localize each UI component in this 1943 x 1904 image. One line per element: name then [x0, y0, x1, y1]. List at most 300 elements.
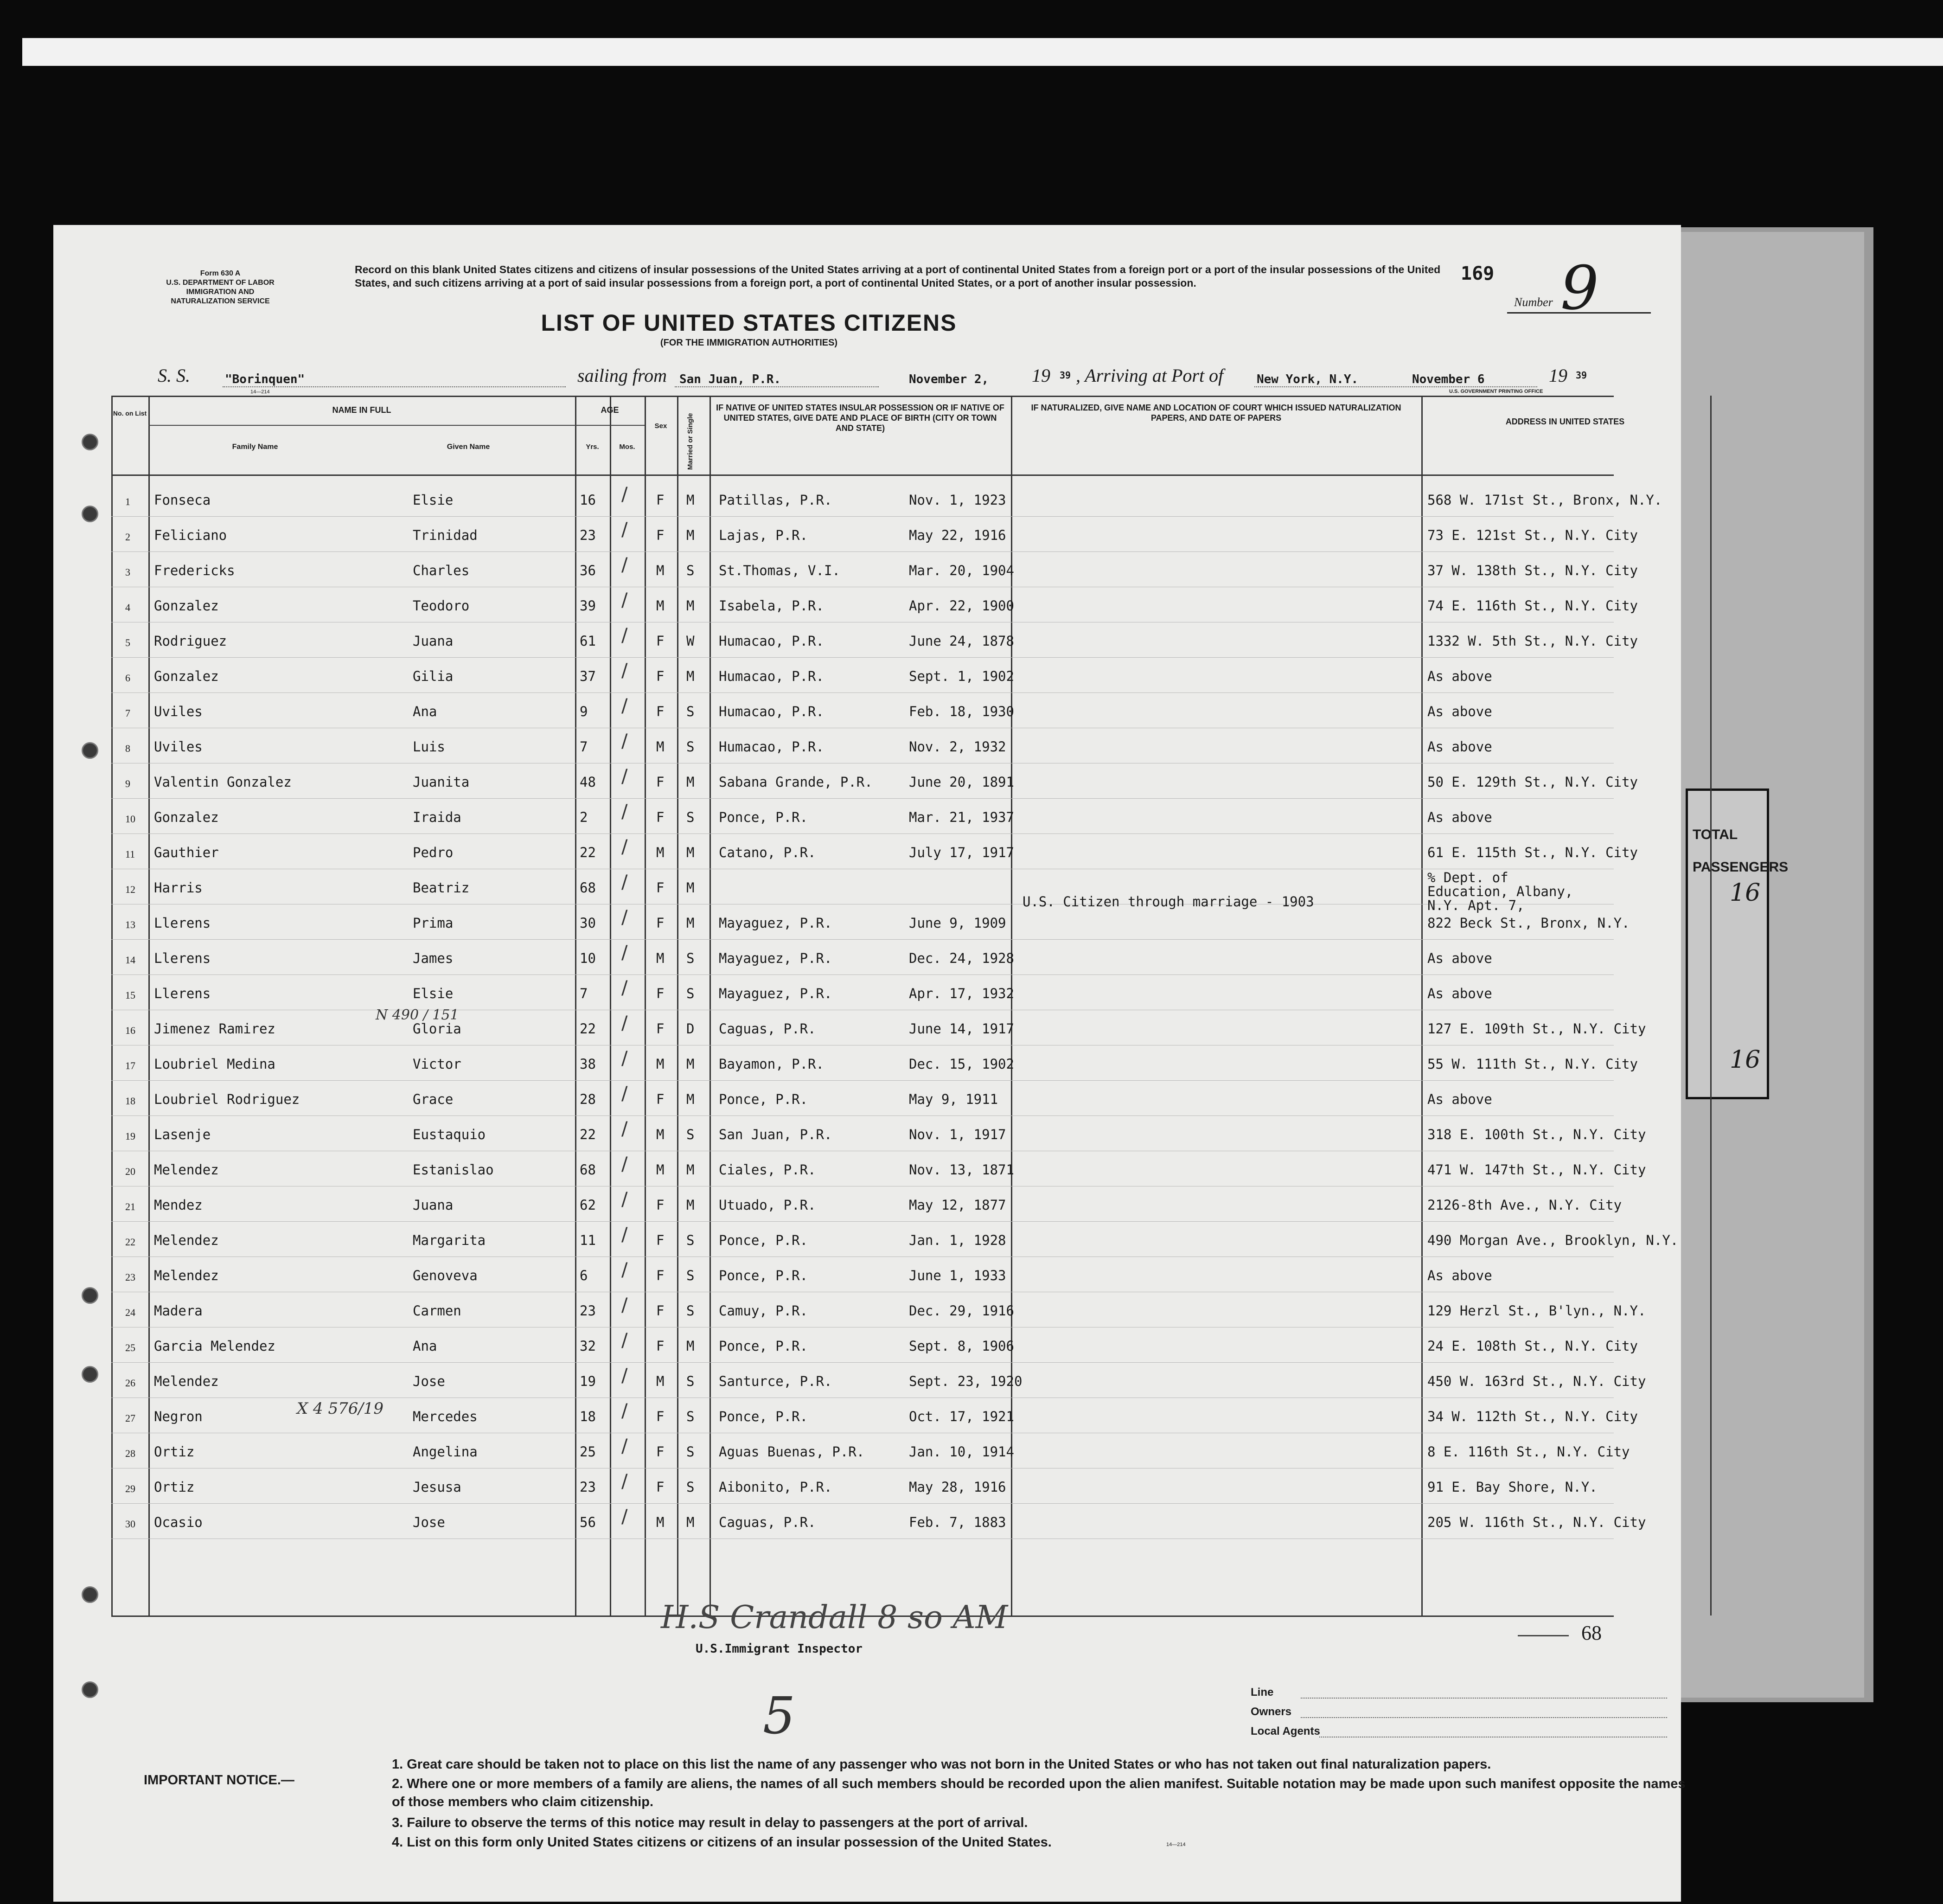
cell-sex: F	[656, 986, 665, 1001]
cell-age: 22	[580, 1021, 596, 1037]
cell-sex: F	[656, 1268, 665, 1283]
cell-ms: S	[686, 704, 695, 719]
cell-addr: 127 E. 109th St., N.Y. City	[1427, 1021, 1646, 1037]
cell-ms: S	[686, 1479, 695, 1495]
cell-ms: S	[686, 563, 695, 578]
cell-family: Melendez	[154, 1373, 219, 1389]
arriving-label: , Arriving at Port of	[1076, 365, 1224, 386]
cell-ms: S	[686, 1444, 695, 1460]
cell-no: 23	[125, 1271, 135, 1283]
cell-no: 2	[125, 531, 130, 543]
cell-no: 11	[125, 848, 135, 860]
cell-age: 62	[580, 1197, 596, 1213]
months-tick: /	[621, 1048, 628, 1069]
cell-no: 12	[125, 884, 135, 895]
cell-place: Humacao, P.R.	[719, 739, 824, 755]
cell-ms: S	[686, 986, 695, 1001]
ship-name: "Borinquen"	[225, 372, 305, 386]
cell-sex: M	[656, 739, 665, 755]
cell-ms: M	[686, 1338, 695, 1354]
cell-date: Mar. 20, 1904	[909, 563, 1014, 578]
cell-given: Ana	[413, 1338, 437, 1354]
months-tick: /	[621, 695, 628, 717]
cell-family: Ortiz	[154, 1444, 195, 1460]
cell-ms: M	[686, 527, 695, 543]
cell-place: Mayaguez, P.R.	[719, 986, 832, 1001]
cell-date: Nov. 13, 1871	[909, 1162, 1014, 1178]
departure-date: November 2,	[909, 372, 989, 386]
page-subtitle: (FOR THE IMMIGRATION AUTHORITIES)	[660, 338, 838, 348]
cell-place: Ponce, P.R.	[719, 1232, 808, 1248]
cell-sex: F	[656, 1303, 665, 1319]
cell-family: Loubriel Medina	[154, 1056, 275, 1072]
line-underline	[1301, 1698, 1667, 1699]
cell-addr: % Dept. of Education, Albany, N.Y. Apt. 7,	[1427, 870, 1573, 913]
cell-age: 38	[580, 1056, 596, 1072]
cell-age: 22	[580, 1127, 596, 1142]
arrival-year-prefix: 19	[1549, 365, 1567, 386]
annotation-row-27: X 4 576/19	[297, 1399, 384, 1418]
cell-date: Dec. 29, 1916	[909, 1303, 1014, 1319]
binder-hole	[82, 506, 98, 522]
cell-age: 23	[580, 1303, 596, 1319]
cell-ms: W	[686, 633, 695, 649]
binder-hole	[82, 434, 98, 450]
months-tick: /	[621, 907, 628, 928]
cell-addr: 1332 W. 5th St., N.Y. City	[1427, 633, 1638, 649]
cell-no: 7	[125, 707, 130, 719]
cell-date: Sept. 23, 1920	[909, 1373, 1023, 1389]
cell-no: 10	[125, 813, 135, 825]
scanner-edge	[22, 38, 1943, 66]
cell-age: 56	[580, 1514, 596, 1530]
from-underline	[675, 386, 879, 387]
col-rule	[1710, 396, 1712, 1616]
cell-ms: S	[686, 809, 695, 825]
cell-age: 37	[580, 668, 596, 684]
total-passengers-label: TOTAL PASSENGERS	[1693, 827, 1789, 875]
cell-no: 6	[125, 672, 130, 684]
cell-ms: M	[686, 774, 695, 790]
printed-number: 169	[1461, 263, 1495, 284]
cell-date: Sept. 8, 1906	[909, 1338, 1014, 1354]
cell-place: Ponce, P.R.	[719, 1338, 808, 1354]
cell-age: 16	[580, 492, 596, 508]
cell-family: Fonseca	[154, 492, 211, 508]
cell-date: June 20, 1891	[909, 774, 1014, 790]
cell-place: Santurce, P.R.	[719, 1373, 832, 1389]
cell-family: Melendez	[154, 1162, 219, 1178]
passenger-table	[111, 396, 1679, 1616]
months-tick: /	[621, 660, 628, 681]
handwritten-mark: 5	[763, 1686, 795, 1745]
cell-addr: 2126-8th Ave., N.Y. City	[1427, 1197, 1622, 1213]
cell-addr: 490 Morgan Ave., Brooklyn, N.Y.	[1427, 1232, 1679, 1248]
months-tick: /	[621, 1330, 628, 1351]
arrival-date: November 6	[1412, 372, 1485, 386]
form-code: 14—214	[250, 389, 270, 395]
ship-underline	[223, 386, 566, 387]
months-tick: /	[621, 872, 628, 893]
cell-age: 18	[580, 1409, 596, 1424]
cell-date: Jan. 10, 1914	[909, 1444, 1014, 1460]
agency-line: U.S. DEPARTMENT OF LABOR	[166, 279, 275, 287]
cell-ms: S	[686, 1268, 695, 1283]
cell-sex: M	[656, 1056, 665, 1072]
cell-given: Eustaquio	[413, 1127, 486, 1142]
cell-no: 25	[125, 1342, 135, 1353]
total-passengers-stamp	[1686, 789, 1789, 1099]
row-rule	[111, 1115, 1614, 1116]
footer-code: 14—214	[1166, 1842, 1186, 1847]
months-tick: /	[621, 1154, 628, 1175]
cell-family: Gonzalez	[154, 809, 219, 825]
binder-hole	[82, 1366, 98, 1383]
cell-given: Estanislao	[413, 1162, 494, 1178]
cell-family: Madera	[154, 1303, 203, 1319]
cell-given: Beatriz	[413, 880, 470, 896]
cell-age: 23	[580, 1479, 596, 1495]
cell-family: Gauthier	[154, 845, 219, 860]
cell-date: Nov. 1, 1923	[909, 492, 1006, 508]
agency-line: NATURALIZATION SERVICE	[171, 297, 270, 305]
cell-given: Pedro	[413, 845, 454, 860]
cell-sex: F	[656, 1197, 665, 1213]
cell-age: 39	[580, 598, 596, 614]
cell-sex: M	[656, 598, 665, 614]
manifest-sheet	[53, 225, 1686, 1902]
cell-family: Mendez	[154, 1197, 203, 1213]
cell-date: Jan. 1, 1928	[909, 1232, 1006, 1248]
inspector-title: U.S.Immigrant Inspector	[696, 1642, 863, 1656]
cell-ms: M	[686, 1162, 695, 1178]
cell-ms: M	[686, 1197, 695, 1213]
cell-given: Elsie	[413, 986, 454, 1001]
table-top-rule	[111, 396, 1614, 397]
cell-no: 1	[125, 496, 130, 507]
cell-ms: M	[686, 598, 695, 614]
header-married: Married or Single	[686, 413, 694, 470]
cell-family: Feliciano	[154, 527, 227, 543]
cell-addr: 91 E. Bay Shore, N.Y.	[1427, 1479, 1598, 1495]
months-tick: /	[621, 519, 628, 540]
cell-given: Prima	[413, 915, 454, 931]
row-rule	[111, 798, 1614, 799]
cell-sex: M	[656, 563, 665, 578]
row-rule	[111, 1221, 1614, 1222]
cell-no: 29	[125, 1483, 135, 1494]
departure-year-prefix: 19	[1032, 365, 1050, 386]
total-dash	[1518, 1635, 1569, 1636]
cell-addr: 24 E. 108th St., N.Y. City	[1427, 1338, 1638, 1354]
cell-sex: F	[656, 492, 665, 508]
cell-addr: As above	[1427, 1091, 1492, 1107]
cell-addr: As above	[1427, 950, 1492, 966]
header-months: Mos.	[619, 443, 635, 451]
cell-addr: As above	[1427, 668, 1492, 684]
cell-place: Aguas Buenas, P.R.	[719, 1444, 865, 1460]
months-tick: /	[621, 1436, 628, 1457]
cell-date: May 12, 1877	[909, 1197, 1006, 1213]
cell-ms: D	[686, 1021, 695, 1037]
cell-place: Humacao, P.R.	[719, 668, 824, 684]
cell-place: Caguas, P.R.	[719, 1021, 816, 1037]
cell-family: Harris	[154, 880, 203, 896]
header-sex: Sex	[654, 422, 667, 430]
cell-ms: M	[686, 915, 695, 931]
months-tick: /	[621, 1506, 628, 1527]
cell-place: Isabela, P.R.	[719, 598, 824, 614]
cell-no: 18	[125, 1095, 135, 1107]
cell-no: 15	[125, 989, 135, 1001]
cell-given: Jose	[413, 1373, 445, 1389]
cell-ms: M	[686, 1514, 695, 1530]
row-rule	[111, 1080, 1614, 1081]
months-tick: /	[621, 554, 628, 576]
cell-ms: S	[686, 1373, 695, 1389]
arrival-underline	[1254, 386, 1537, 387]
cell-given: Elsie	[413, 492, 454, 508]
cell-age: 48	[580, 774, 596, 790]
cell-age: 30	[580, 915, 596, 931]
cell-given: Carmen	[413, 1303, 461, 1319]
cell-family: Ocasio	[154, 1514, 203, 1530]
cell-place: Bayamon, P.R.	[719, 1056, 824, 1072]
cell-family: Loubriel Rodriguez	[154, 1091, 300, 1107]
notice-3: 3. Failure to observe the terms of this notice may result in delay to passengers at the port of arrival.	[392, 1815, 1028, 1830]
cell-addr: 73 E. 121st St., N.Y. City	[1427, 527, 1638, 543]
cell-ms: S	[686, 739, 695, 755]
cell-given: Grace	[413, 1091, 454, 1107]
cell-ms: M	[686, 845, 695, 860]
cell-addr: 471 W. 147th St., N.Y. City	[1427, 1162, 1646, 1178]
cell-date: June 9, 1909	[909, 915, 1006, 931]
months-tick: /	[621, 731, 628, 752]
page-title: LIST OF UNITED STATES CITIZENS	[541, 310, 957, 336]
header-address: ADDRESS IN UNITED STATES	[1505, 417, 1625, 426]
arrival-port: New York, N.Y.	[1257, 372, 1359, 386]
cell-no: 16	[125, 1025, 135, 1036]
cell-given: Margarita	[413, 1232, 486, 1248]
row-rule	[111, 692, 1614, 693]
notice-1: 1. Great care should be taken not to place on this list the name of any passenger who was not born in the United States or who has not taken out final naturalization papers.	[392, 1757, 1491, 1772]
months-tick: /	[621, 1083, 628, 1104]
cell-age: 68	[580, 1162, 596, 1178]
departure-year: 39	[1060, 370, 1071, 381]
cell-family: Uviles	[154, 704, 203, 719]
total-count: 68	[1581, 1622, 1602, 1644]
cell-date: Oct. 17, 1921	[909, 1409, 1014, 1424]
number-underline	[1507, 312, 1651, 314]
header-no: No. on List	[113, 410, 147, 417]
cell-addr: 822 Beck St., Bronx, N.Y.	[1427, 915, 1630, 931]
cell-age: 7	[580, 986, 588, 1001]
cell-family: Melendez	[154, 1268, 219, 1283]
binder-hole	[82, 1287, 98, 1304]
header-name-in-full: NAME IN FULL	[332, 405, 391, 415]
cell-place: Camuy, P.R.	[719, 1303, 808, 1319]
cell-age: 68	[580, 880, 596, 896]
months-tick: /	[621, 1118, 628, 1140]
cell-date: Feb. 18, 1930	[909, 704, 1014, 719]
cell-family: Garcia Melendez	[154, 1338, 275, 1354]
months-tick: /	[621, 1013, 628, 1034]
cell-addr: 74 E. 116th St., N.Y. City	[1427, 598, 1638, 614]
cell-sex: F	[656, 704, 665, 719]
cell-sex: M	[656, 1127, 665, 1142]
cell-date: Apr. 22, 1900	[909, 598, 1014, 614]
header-age: AGE	[601, 405, 619, 415]
cell-sex: F	[656, 1021, 665, 1037]
notice-2: 2. Where one or more members of a family are aliens, the names of all such members should be recorded upon the alien manifest. Suitable notation may be made upon such manifest opposite the names of those members who claim citizenship.	[392, 1776, 1686, 1809]
cell-date: May 28, 1916	[909, 1479, 1006, 1495]
cell-given: Teodoro	[413, 598, 470, 614]
cell-given: Juanita	[413, 774, 470, 790]
cell-age: 36	[580, 563, 596, 578]
cell-family: Gonzalez	[154, 598, 219, 614]
cell-given: Charles	[413, 563, 470, 578]
cell-place: Mayaguez, P.R.	[719, 950, 832, 966]
months-tick: /	[621, 590, 628, 611]
cell-sex: F	[656, 880, 665, 896]
binder-hole	[82, 742, 98, 759]
cell-place: Sabana Grande, P.R.	[719, 774, 873, 790]
cell-ms: S	[686, 1232, 695, 1248]
months-tick: /	[621, 766, 628, 787]
cell-place: Ponce, P.R.	[719, 1409, 808, 1424]
cell-ms: S	[686, 1303, 695, 1319]
agency-line: IMMIGRATION AND	[186, 288, 255, 296]
cell-date: May 9, 1911	[909, 1091, 998, 1107]
cell-sex: F	[656, 809, 665, 825]
cell-age: 9	[580, 704, 588, 719]
header-family-name: Family Name	[232, 443, 278, 451]
cell-date: Nov. 2, 1932	[909, 739, 1006, 755]
cell-family: Llerens	[154, 950, 211, 966]
cell-age: 19	[580, 1373, 596, 1389]
months-tick: /	[621, 1471, 628, 1492]
cell-no: 5	[125, 637, 130, 648]
cell-given: James	[413, 950, 454, 966]
cell-sex: F	[656, 774, 665, 790]
cell-family: Valentin Gonzalez	[154, 774, 292, 790]
cell-given: Gloria	[413, 1021, 461, 1037]
tally-value-top: 16	[1730, 879, 1761, 907]
months-tick: /	[621, 1400, 628, 1422]
annotation-row-16: N 490 / 151	[376, 1007, 459, 1023]
cell-date: June 14, 1917	[909, 1021, 1014, 1037]
months-tick: /	[621, 977, 628, 999]
cell-no: 8	[125, 743, 130, 754]
name-age-subrule	[148, 425, 645, 426]
cell-sex: F	[656, 1479, 665, 1495]
cell-given: Angelina	[413, 1444, 478, 1460]
cell-ms: M	[686, 668, 695, 684]
cell-place: Lajas, P.R.	[719, 527, 808, 543]
cell-addr: 568 W. 171st St., Bronx, N.Y.	[1427, 492, 1662, 508]
cell-place: St.Thomas, V.I.	[719, 563, 840, 578]
cell-family: Fredericks	[154, 563, 235, 578]
cell-no: 3	[125, 566, 130, 578]
cell-sex: M	[656, 1514, 665, 1530]
cell-place: Humacao, P.R.	[719, 704, 824, 719]
cell-addr: 34 W. 112th St., N.Y. City	[1427, 1409, 1638, 1424]
cell-addr: 450 W. 163rd St., N.Y. City	[1427, 1373, 1646, 1389]
cell-ms: M	[686, 492, 695, 508]
months-tick: /	[621, 801, 628, 822]
cell-addr: As above	[1427, 1268, 1492, 1283]
cell-age: 28	[580, 1091, 596, 1107]
cell-family: Negron	[154, 1409, 203, 1424]
cell-addr: 55 W. 111th St., N.Y. City	[1427, 1056, 1638, 1072]
cell-age: 7	[580, 739, 588, 755]
cell-age: 11	[580, 1232, 596, 1248]
line-label: Line	[1251, 1686, 1274, 1699]
cell-given: Mercedes	[413, 1409, 478, 1424]
cell-sex: F	[656, 1232, 665, 1248]
cell-place: Ponce, P.R.	[719, 1091, 808, 1107]
cell-addr: As above	[1427, 739, 1492, 755]
months-tick: /	[621, 942, 628, 963]
inspector-signature: H.S Crandall 8 so AM	[661, 1599, 1008, 1636]
cell-date: June 1, 1933	[909, 1268, 1006, 1283]
months-tick: /	[621, 1295, 628, 1316]
cell-date: Mar. 21, 1937	[909, 809, 1014, 825]
months-tick: /	[621, 1365, 628, 1386]
cell-addr: 61 E. 115th St., N.Y. City	[1427, 845, 1638, 860]
cell-date: Apr. 17, 1932	[909, 986, 1014, 1001]
cell-no: 14	[125, 954, 135, 966]
cell-addr: As above	[1427, 704, 1492, 719]
cell-given: Jesusa	[413, 1479, 461, 1495]
cell-sex: F	[656, 633, 665, 649]
voyage-line	[158, 363, 1688, 391]
cell-age: 2	[580, 809, 588, 825]
row-rule	[111, 657, 1614, 658]
cell-no: 26	[125, 1377, 135, 1389]
arrival-year: 39	[1576, 370, 1587, 381]
cell-given: Luis	[413, 739, 445, 755]
header-bottom-rule	[111, 474, 1614, 476]
months-tick: /	[621, 484, 628, 505]
cell-place: Ponce, P.R.	[719, 1268, 808, 1283]
cell-addr: 318 E. 100th St., N.Y. City	[1427, 1127, 1646, 1142]
from-port: San Juan, P.R.	[679, 372, 781, 386]
cell-sex: M	[656, 1373, 665, 1389]
cell-date: May 22, 1916	[909, 527, 1006, 543]
cell-no: 27	[125, 1412, 135, 1424]
cell-place: Patillas, P.R.	[719, 492, 832, 508]
cell-place: Ciales, P.R.	[719, 1162, 816, 1178]
cell-sex: F	[656, 1338, 665, 1354]
cell-given: Trinidad	[413, 527, 478, 543]
row-rule	[111, 974, 1614, 975]
cell-addr: 8 E. 116th St., N.Y. City	[1427, 1444, 1630, 1460]
months-tick: /	[621, 836, 628, 858]
cell-no: 19	[125, 1130, 135, 1142]
cell-place: Utuado, P.R.	[719, 1197, 816, 1213]
cell-age: 25	[580, 1444, 596, 1460]
cell-place: Humacao, P.R.	[719, 633, 824, 649]
printing-office: U.S. GOVERNMENT PRINTING OFFICE	[1449, 389, 1543, 394]
months-tick: /	[621, 625, 628, 646]
form-number: Form 630 A	[200, 269, 241, 277]
cell-no: 17	[125, 1060, 135, 1071]
header-given-name: Given Name	[447, 443, 490, 451]
cell-no: 28	[125, 1448, 135, 1459]
cell-family: Llerens	[154, 915, 211, 931]
ss-label: S. S.	[158, 365, 190, 386]
